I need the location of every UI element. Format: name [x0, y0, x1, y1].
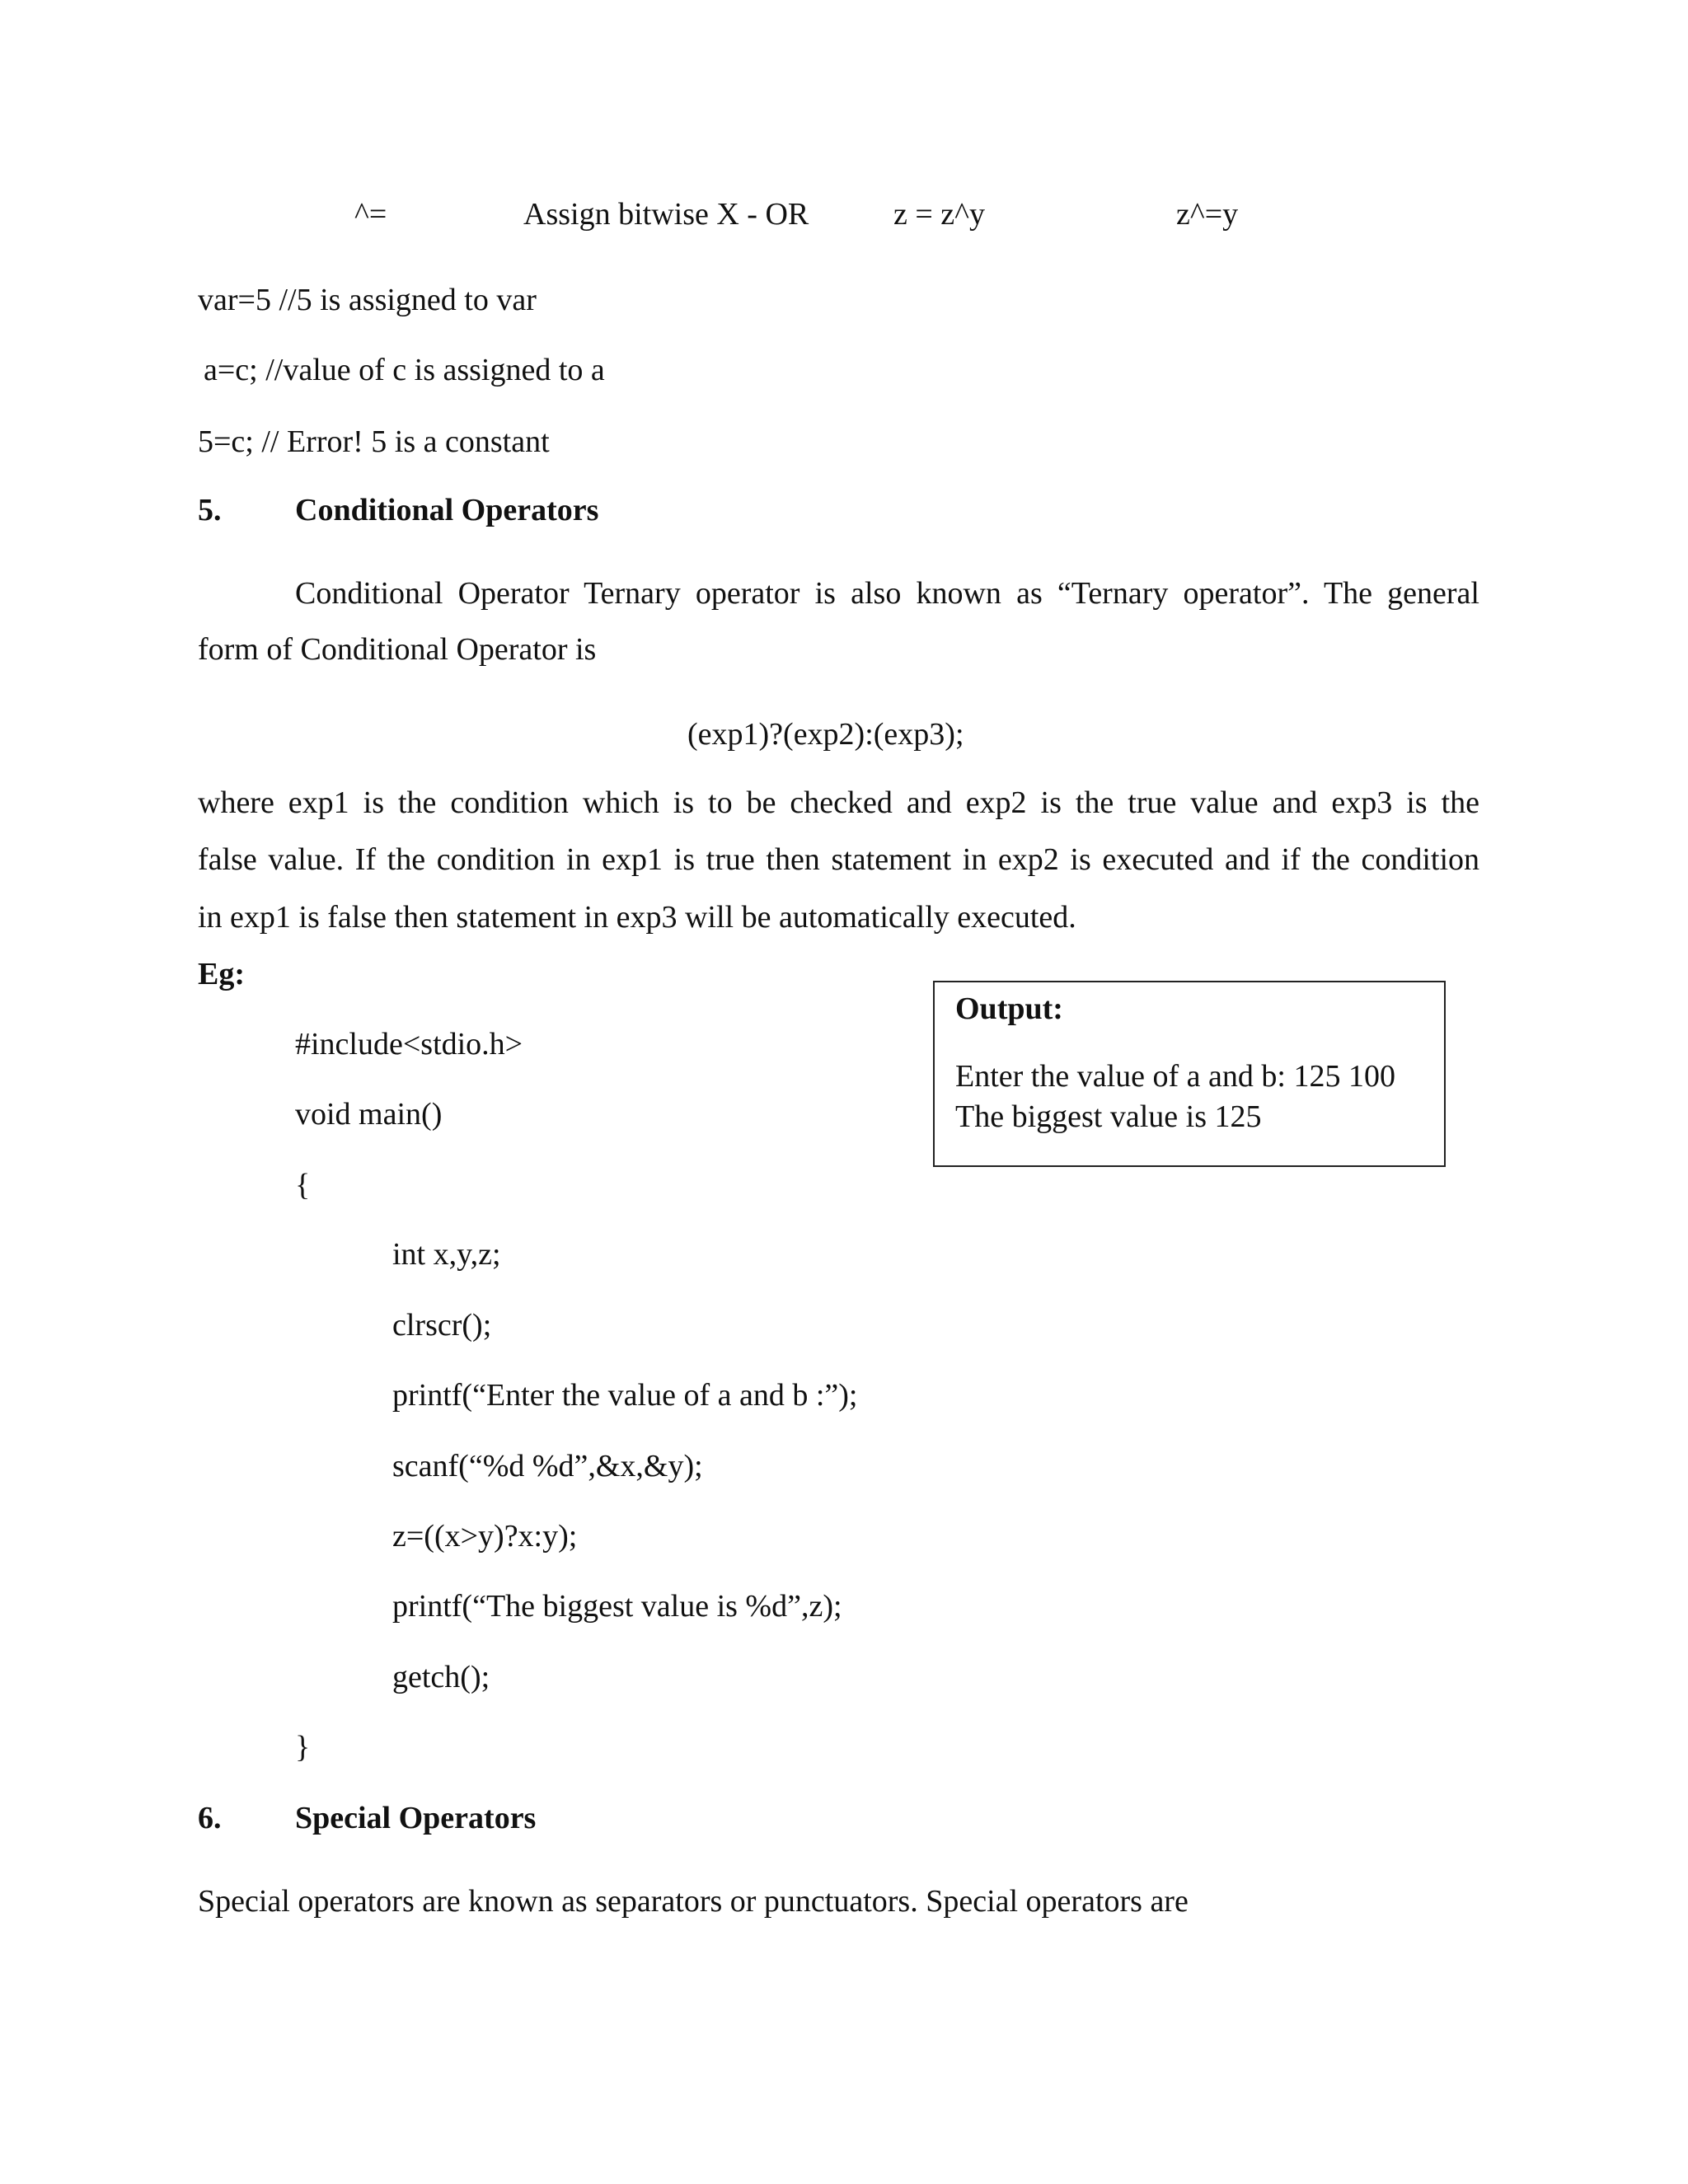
operator-example: z = z^y	[893, 197, 985, 232]
output-title: Output:	[955, 991, 1063, 1026]
section-5-explain-line-1: where exp1 is the condition which is to be checked and exp2 is the true value and exp3 is the	[198, 785, 1479, 820]
assignment-example-3: 5=c; // Error! 5 is a constant	[198, 424, 550, 459]
output-line-2: The biggest value is 125	[955, 1099, 1262, 1134]
code-line: int x,y,z;	[392, 1237, 501, 1272]
code-include: #include<stdio.h>	[295, 1027, 523, 1062]
example-label: Eg:	[198, 957, 245, 991]
section-6-text: Special operators are known as separators or punctuators. Special operators are	[198, 1884, 1189, 1919]
section-5-explain-line-2: false value. If the condition in exp1 is true then statement in exp2 is executed and if the condition	[198, 842, 1479, 877]
assignment-example-1: var=5 //5 is assigned to var	[198, 283, 537, 317]
code-line: printf(“The biggest value is %d”,z);	[392, 1589, 842, 1624]
code-open-brace: {	[295, 1168, 311, 1202]
section-5-intro-line-1: Conditional Operator Ternary operator is also known as “Ternary operator”. The general	[295, 576, 1479, 611]
code-line: z=((x>y)?x:y);	[392, 1519, 578, 1554]
section-5-intro-line-2: form of Conditional Operator is	[198, 632, 597, 667]
operator-symbol: ^=	[354, 197, 387, 232]
code-line: clrscr();	[392, 1308, 492, 1343]
output-line-1: Enter the value of a and b: 125 100	[955, 1059, 1395, 1094]
section-5-explain-line-3: in exp1 is false then statement in exp3 will be automatically executed.	[198, 900, 1076, 935]
code-close-brace: }	[295, 1730, 311, 1765]
code-line: getch();	[392, 1660, 490, 1694]
section-5-number: 5.	[198, 493, 222, 527]
output-box	[933, 981, 1446, 1167]
ternary-syntax: (exp1)?(exp2):(exp3);	[687, 717, 964, 752]
code-line: scanf(“%d %d”,&x,&y);	[392, 1449, 703, 1483]
code-line: printf(“Enter the value of a and b :”);	[392, 1378, 858, 1413]
code-main: void main()	[295, 1097, 443, 1132]
section-5-title: Conditional Operators	[295, 493, 599, 527]
operator-shorthand: z^=y	[1176, 197, 1239, 232]
section-6-number: 6.	[198, 1801, 222, 1835]
operator-description: Assign bitwise X - OR	[523, 197, 809, 232]
section-6-title: Special Operators	[295, 1801, 537, 1835]
assignment-example-2: a=c; //value of c is assigned to a	[204, 353, 605, 387]
